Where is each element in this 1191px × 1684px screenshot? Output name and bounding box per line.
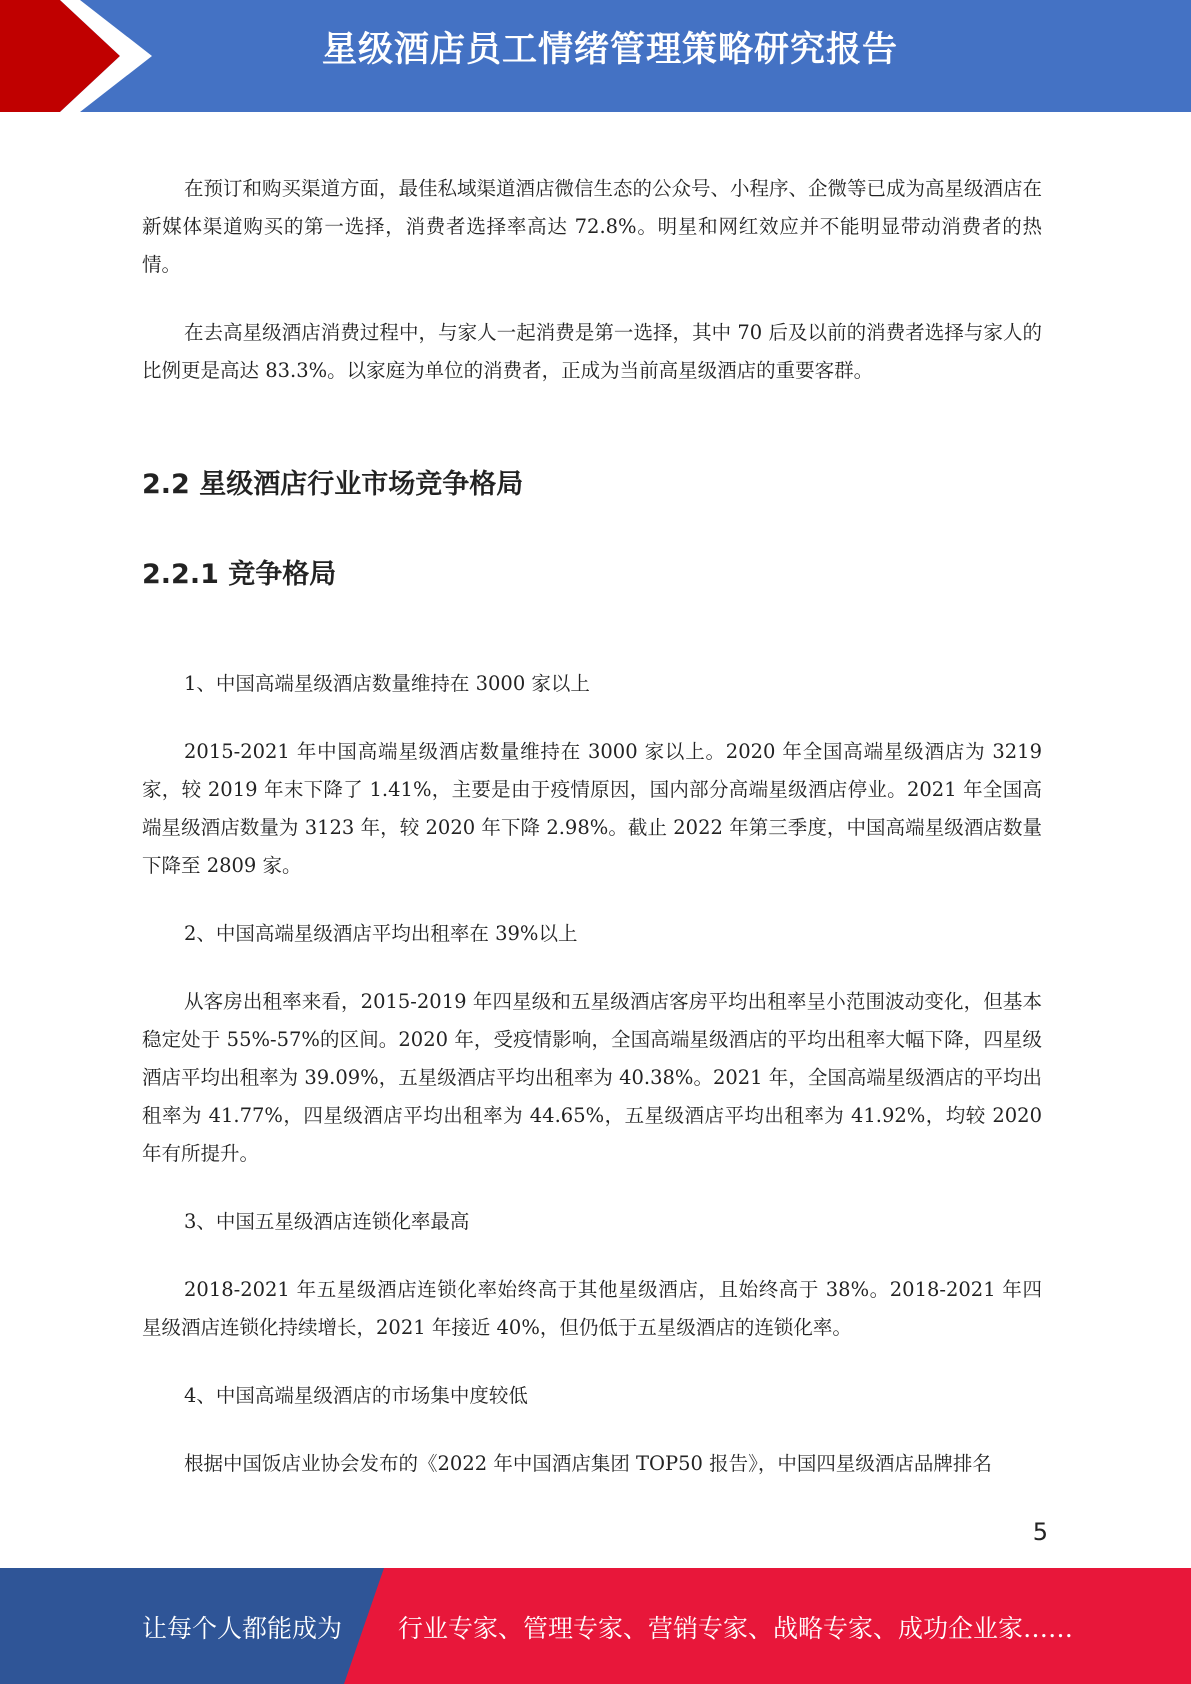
item-title-2: 2、中国高端星级酒店平均出租率在 39%以上 <box>184 922 578 945</box>
item-title-1: 1、中国高端星级酒店数量维持在 3000 家以上 <box>184 672 590 695</box>
section-heading: 2.2 星级酒店行业市场竞争格局 <box>142 469 524 500</box>
item-text-4: 根据中国饭店业协会发布的《2022 年中国酒店集团 TOP50 报告》，中国四星级酒店品牌排名 <box>184 1452 992 1475</box>
subsection-heading: 2.2.1 竞争格局 <box>142 559 337 590</box>
item-text-3: 2018-2021 年五星级酒店连锁化率始终高于其他星级酒店，且始终高于 38%。2018-2021 年四星级酒店连锁化持续增长，2021 年接近 40%，但仍低于五星级酒店的连锁化率。 <box>142 1278 1042 1339</box>
item-text-2: 从客房出租率来看，2015-2019 年四星级和五星级酒店客房平均出租率呈小范围波动变化，但基本稳定处于 55%-57%的区间。2020 年，受疫情影响，全国高端星级酒店的平均出租率大幅下降，四星级酒店平均出租率为 39.09%，五星级酒店平均出租率为 40.38%。2021 年，全国高端星级酒店的平均出租率为 41.77%，四星级酒店平均出租率为 44.65%，五星级酒店平均出租率为 41.92%，均较 2020 年有所提升。 <box>142 990 1042 1165</box>
page-header <box>0 0 1191 112</box>
footer-slogan-right: 行业专家、管理专家、营销专家、战略专家、成功企业家…… <box>398 1614 1074 1643</box>
paragraph-family-consumption: 在去高星级酒店消费过程中，与家人一起消费是第一选择，其中 70 后及以前的消费者选择与家人的比例更是高达 83.3%。以家庭为单位的消费者，正成为当前高星级酒店的重要客群。 <box>142 321 1042 382</box>
item-title-4: 4、中国高端星级酒店的市场集中度较低 <box>184 1384 528 1407</box>
paragraph-booking-channels: 在预订和购买渠道方面，最佳私域渠道酒店微信生态的公众号、小程序、企微等已成为高星级酒店在新媒体渠道购买的第一选择，消费者选择率高达 72.8%。明星和网红效应并不能明显带动消费者的热情。 <box>142 177 1043 276</box>
header-title: 星级酒店员工情绪管理策略研究报告 <box>321 30 898 70</box>
page-footer <box>0 1568 1191 1684</box>
page-number: 5 <box>1032 1518 1048 1546</box>
footer-slogan-left: 让每个人都能成为 <box>142 1614 343 1643</box>
document-body <box>142 170 1042 1513</box>
item-title-3: 3、中国五星级酒店连锁化率最高 <box>184 1210 470 1233</box>
item-text-1: 2015-2021 年中国高端星级酒店数量维持在 3000 家以上。2020 年全国高端星级酒店为 3219 家，较 2019 年末下降了 1.41%，主要是由于疫情原因，国内部分高端星级酒店停业。2021 年全国高端星级酒店数量为 3123 年，较 2020 年下降 2.98%。截止 2022 年第三季度，中国高端星级酒店数量下降至 2809 家。 <box>142 740 1042 877</box>
